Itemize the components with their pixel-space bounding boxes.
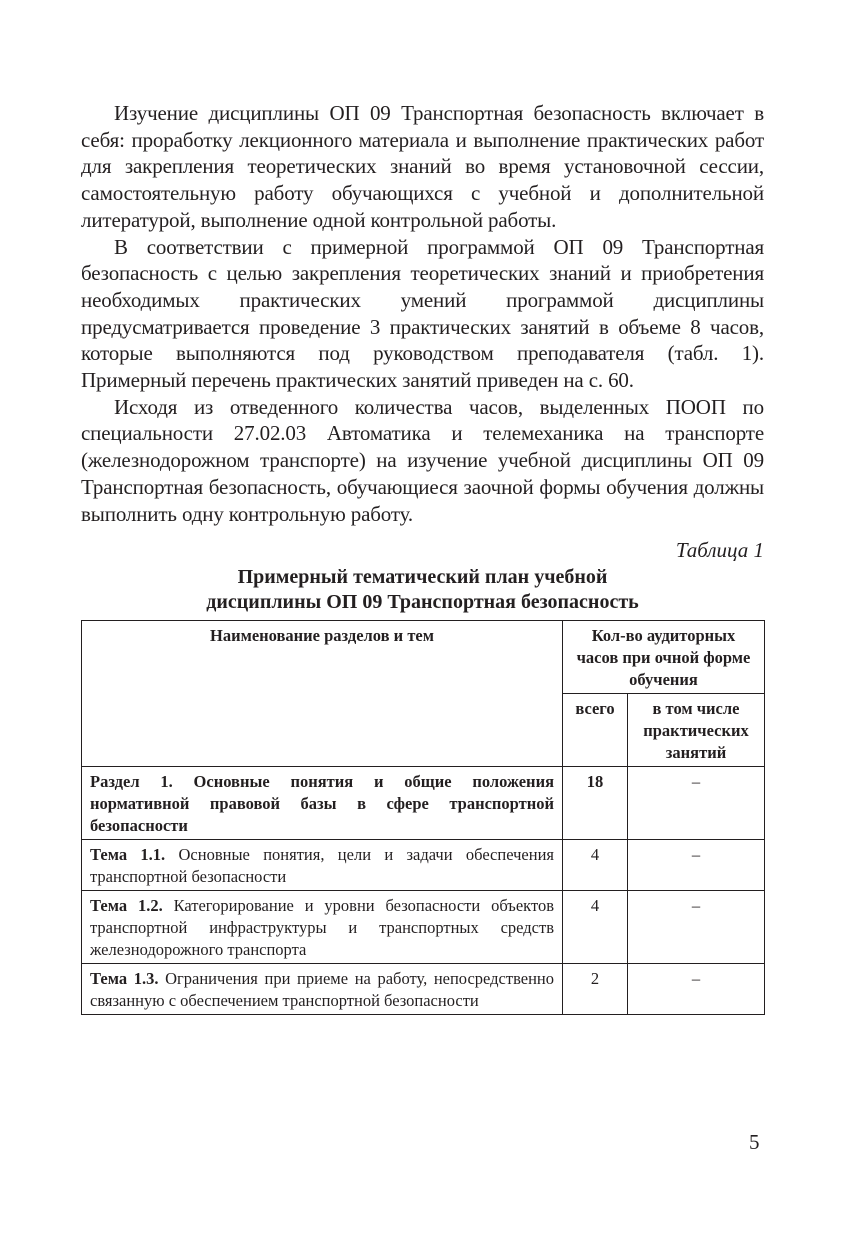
row-total: 2 — [563, 964, 628, 1015]
paragraph-3: Исходя из отведенного количества часов, выделенных ПООП по специальности 27.02.03 Автоматика и телемеханика на транспорте (железнодорожном транспорте) на изучение учебной дисциплины ОП 09 Транспортная безопасность, обучающиеся заочной формы обучения должны выполнить одну контрольную работу. — [81, 394, 764, 526]
paragraph-1: Изучение дисциплины ОП 09 Транспортная безопасность включает в себя: проработку лекционного материала и выполнение практических работ для закрепления теоретических знаний во время установочной сессии, самостоятельную работу обучающихся с учебной и дополнительной литературой, выполнение одной контрольной работы. — [81, 101, 764, 232]
row-name: Раздел 1. Основные понятия и общие положения нормативной правовой базы в сфере транспортной безопасности — [82, 767, 563, 840]
table-row-topic-1-1 — [82, 840, 765, 891]
topic-label: Тема 1.2. — [90, 896, 163, 916]
row-practical: – — [628, 840, 765, 891]
row-total: 4 — [563, 891, 628, 964]
row-total: 18 — [563, 767, 628, 840]
table-header-row-1 — [82, 621, 765, 694]
topic-label: Тема 1.1. — [90, 845, 166, 865]
table-row-topic-1-3 — [82, 964, 765, 1015]
table-title-line-1: Примерный тематический план учебной — [237, 566, 608, 589]
table-label: Таблица 1 — [675, 538, 764, 563]
row-name — [82, 891, 563, 964]
thematic-plan-table — [81, 620, 765, 1015]
row-total: 4 — [563, 840, 628, 891]
row-name — [82, 964, 563, 1015]
topic-label: Тема 1.3. — [90, 969, 159, 989]
paragraph-2: В соответствии с примерной программой ОП 09 Транспортная безопасность с целью закрепления теоретических знаний и приобретения необходимых практических умений программой дисциплины предусматривается проведение 3 практических занятий в объеме 8 часов, которые выполняются под руководством преподавателя (табл. 1). Примерный перечень практических занятий приведен на с. 60. — [81, 234, 764, 393]
row-practical: – — [628, 767, 765, 840]
row-practical: – — [628, 964, 765, 1015]
header-hours-group: Кол-во аудиторных часов при очной форме обучения — [563, 621, 765, 694]
row-name — [82, 840, 563, 891]
page-number: 5 — [749, 1130, 760, 1154]
topic-text: Ограничения при приеме на работу, непосредственно связанную с обеспечением транспортной безопасности — [90, 969, 555, 1011]
header-practical: в том числе практических занятий — [628, 694, 765, 767]
table-row-topic-1-2 — [82, 891, 765, 964]
row-practical: – — [628, 891, 765, 964]
header-name: Наименование разделов и тем — [82, 621, 563, 767]
table-row-section-1 — [82, 767, 765, 840]
topic-text: Основные понятия, цели и задачи обеспечения транспортной безопасности — [90, 845, 554, 887]
table-title — [81, 565, 764, 615]
table-title-line-2: дисциплины ОП 09 Транспортная безопасность — [206, 591, 639, 614]
document-page — [81, 100, 764, 1015]
topic-text: Категорирование и уровни безопасности объектов транспортной инфраструктуры и транспортных средств железнодорожного транспорта — [90, 896, 554, 960]
header-total: всего — [563, 694, 628, 767]
